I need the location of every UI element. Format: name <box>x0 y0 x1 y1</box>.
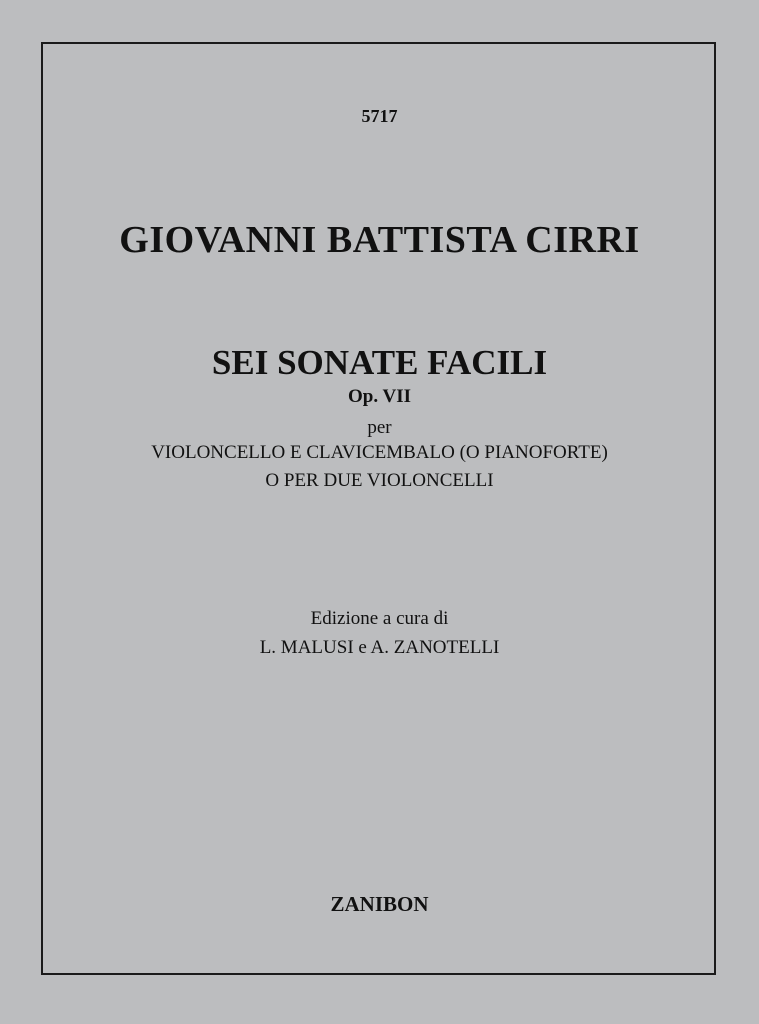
catalog-number: 5717 <box>361 106 398 126</box>
instrumentation-line-2: O PER DUE VIOLONCELLI <box>265 470 494 491</box>
publisher-name: ZANIBON <box>330 892 429 916</box>
work-title: SEI SONATE FACILI <box>211 343 548 382</box>
opus-number: Op. VII <box>347 386 411 407</box>
composer-name: GIOVANNI BATTISTA CIRRI <box>119 219 640 261</box>
cover-border-frame <box>41 42 716 975</box>
per-text: per <box>367 417 392 438</box>
editors-names: L. MALUSI e A. ZANOTELLI <box>259 637 500 658</box>
instrumentation-line-1: VIOLONCELLO E CLAVICEMBALO (O PIANOFORTE) <box>151 442 608 463</box>
edition-label: Edizione a cura di <box>310 608 449 629</box>
